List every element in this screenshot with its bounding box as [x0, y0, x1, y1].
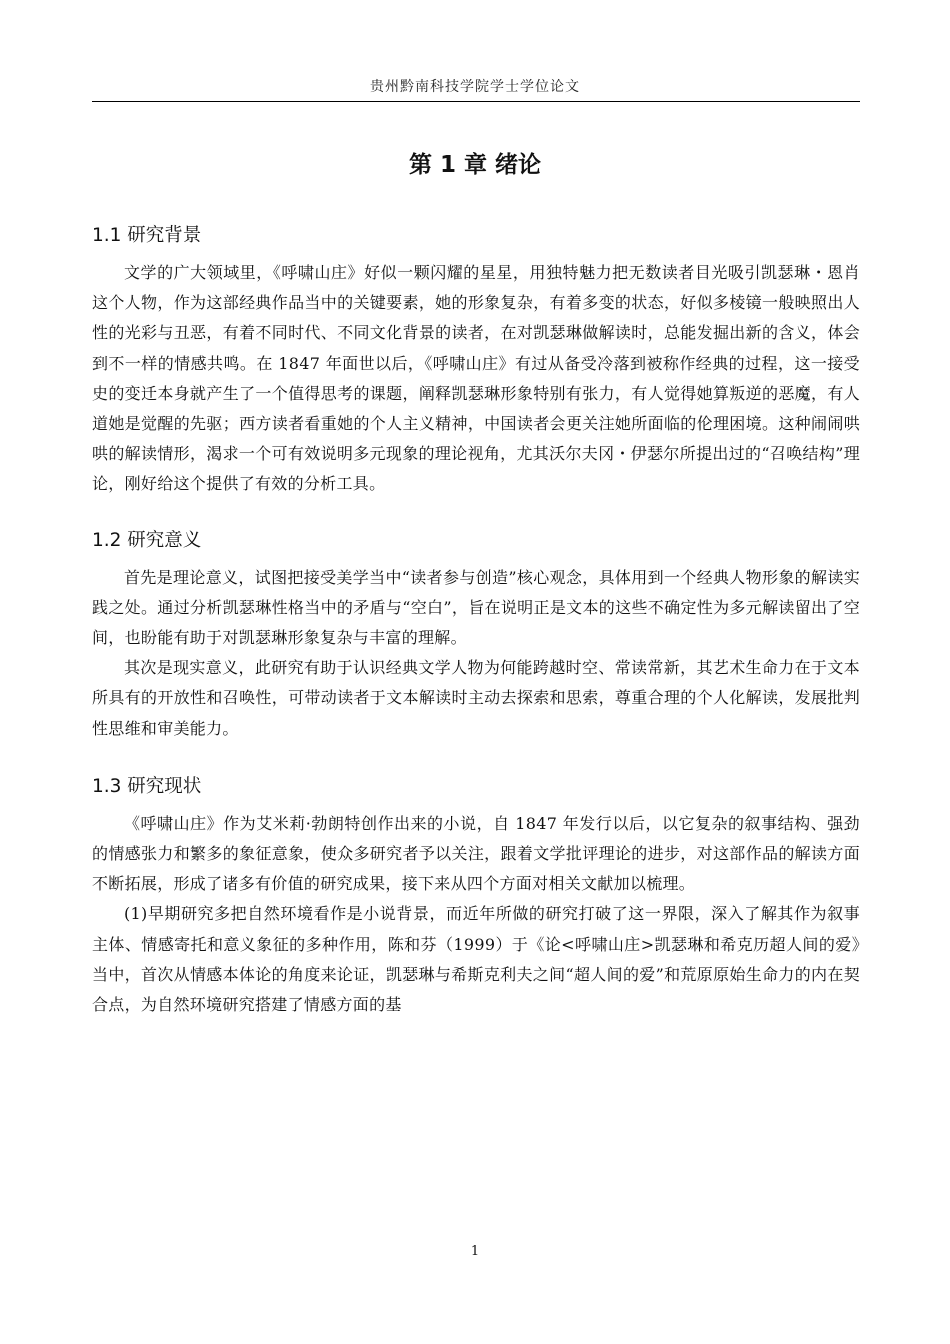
section-research-status [92, 773, 860, 1020]
paragraph: 首先是理论意义，试图把接受美学当中“读者参与创造”核心观念，具体用到一个经典人物形象的解读实践之处。通过分析凯瑟琳性格当中的矛盾与“空白”，旨在说明正是文本的这些不确定性为多元解读留出了空间，也盼能有助于对凯瑟琳形象复杂与丰富的理解。 [92, 567, 860, 648]
section-heading: 1.3 研究现状 [92, 775, 202, 797]
paragraph: 文学的广大领域里，《呼啸山庄》好似一颗闪耀的星星，用独特魅力把无数读者目光吸引凯瑟琳・恩肖这个人物，作为这部经典作品当中的关键要素，她的形象复杂，有着多变的状态，好似多棱镜一般映照出人性的光彩与丑恶，有着不同时代、不同文化背景的读者，在对凯瑟琳做解读时，总能发掘出新的含义，体会到不一样的情感共鸣。在 1847 年面世以后，《呼啸山庄》有过从备受冷落到被称作经典的过程，这一接受史的变迁本身就产生了一个值得思考的课题，阐释凯瑟琳形象特别有张力，有人觉得她算叛逆的恶魔，有人道她是觉醒的先驱；西方读者看重她的个人主义精神，中国读者会更关注她所面临的伦理困境。这种闹闹哄哄的解读情形，渴求一个可有效说明多元现象的理论视角，尤其沃尔夫冈・伊瑟尔所提出过的“召唤结构”理论，刚好给这个提供了有效的分析工具。 [92, 263, 860, 494]
section-gap [92, 500, 860, 527]
paragraph: (1)早期研究多把自然环境看作是小说背景，而近年所做的研究打破了这一界限，深入了解其作为叙事主体、情感寄托和意义象征的多种作用，陈和芬（1999）于《论<呼啸山庄>凯瑟琳和希克历超人间的爱》当中，首次从情感本体论的角度来论证，凯瑟琳与希斯克利夫之间“超人间的爱”和荒原原始生命力的内在契合点，为自然环境研究搭建了情感方面的基 [92, 904, 860, 1015]
paragraph: 其次是现实意义，此研究有助于认识经典文学人物为何能跨越时空、常读常新，其艺术生命力在于文本所具有的开放性和召唤性，可带动读者于文本解读时主动去探索和思索，尊重合理的个人化解读，发展批判性思维和审美能力。 [92, 658, 860, 738]
section-gap [92, 744, 860, 773]
chapter-title: 第 1 章 绪论 [408, 152, 542, 178]
header-rule [92, 101, 860, 102]
section-heading: 1.2 研究意义 [92, 529, 202, 551]
page-number: 1 [470, 1244, 480, 1259]
section-research-significance [92, 527, 860, 744]
section-heading: 1.1 研究背景 [92, 225, 202, 246]
running-header: 贵州黔南科技学院学士学位论文 [370, 79, 580, 95]
body-text [92, 222, 860, 1020]
paragraph: 《呼啸山庄》作为艾米莉·勃朗特创作出来的小说，自 1847 年发行以后，以它复杂的叙事结构、强劲的情感张力和繁多的象征意象，使众多研究者予以关注，跟着文学批评理论的进步，对这部作品的解读方面不断拓展，形成了诸多有价值的研究成果，接下来从四个方面对相关文献加以梳理。 [92, 813, 860, 894]
section-research-background [92, 222, 860, 500]
